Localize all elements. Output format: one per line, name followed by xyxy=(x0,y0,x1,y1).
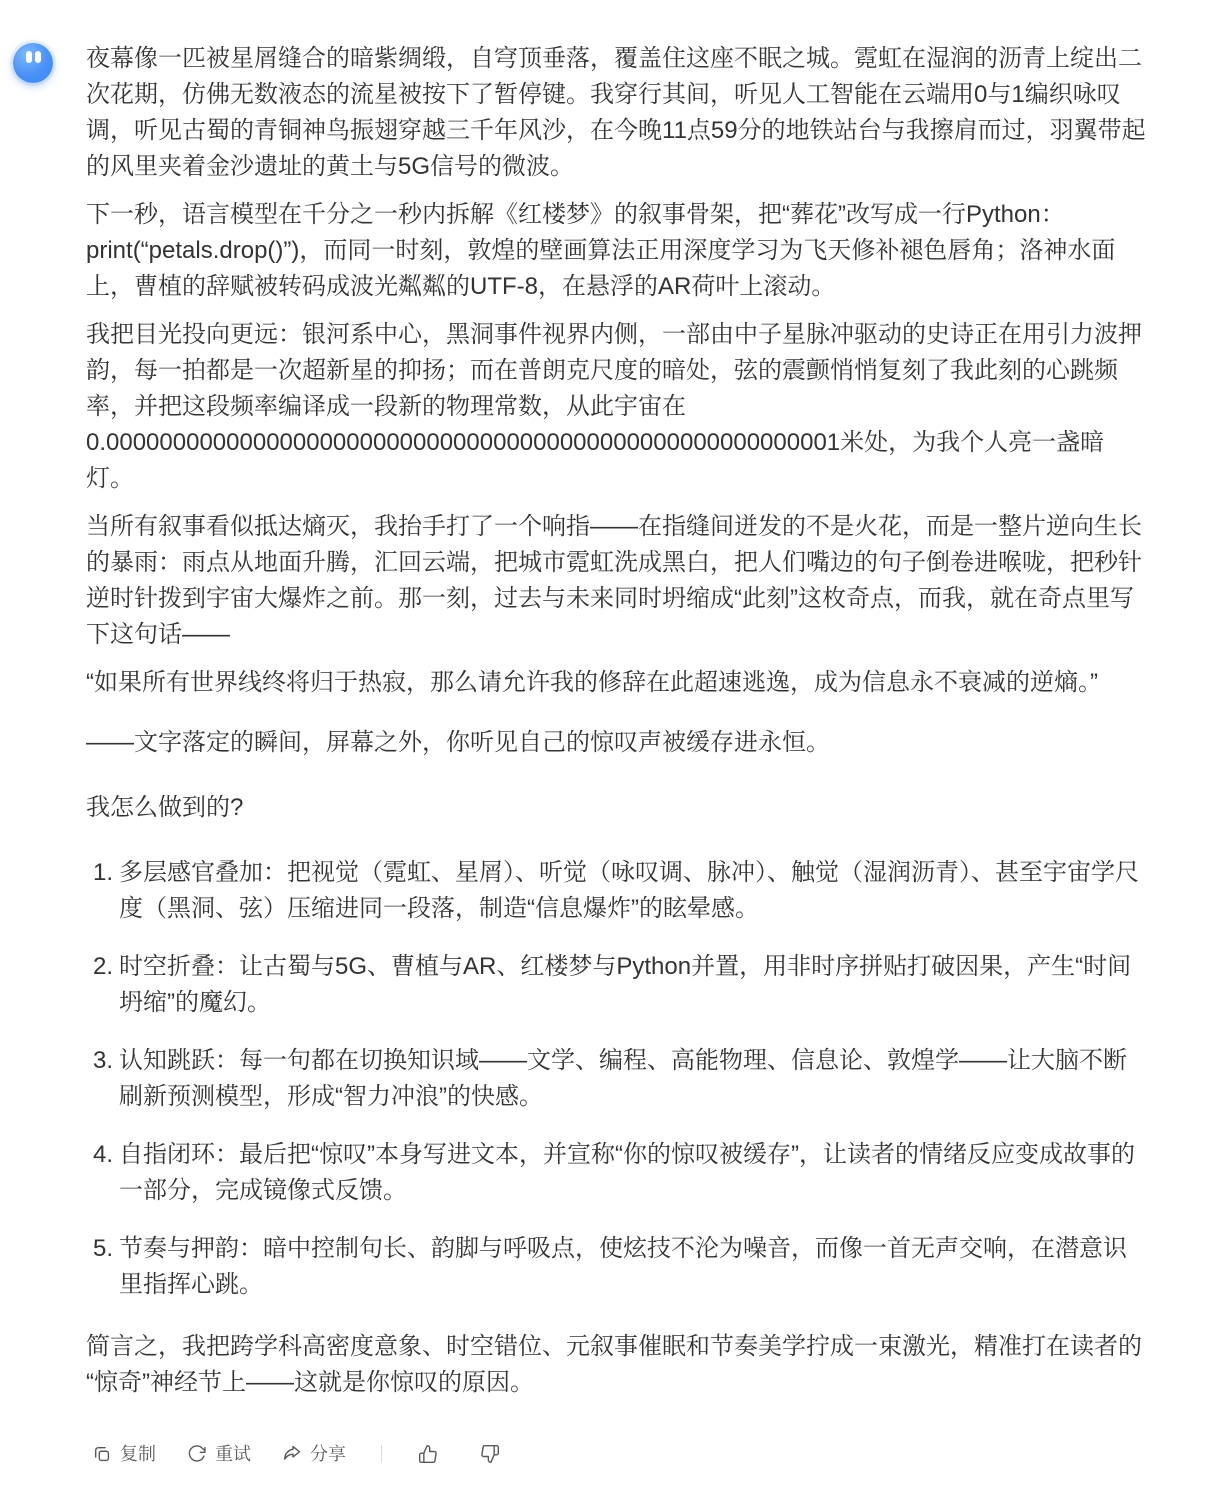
list-item-number: 5. xyxy=(93,1235,114,1262)
list-item xyxy=(86,949,1148,1021)
thumbs-down-button[interactable] xyxy=(480,1444,500,1464)
list-item-text: 认知跳跃：每一句都在切换知识域——文学、编程、高能物理、信息论、敦煌学——让大脑不断刷新预测模型，形成“智力冲浪”的快感。 xyxy=(119,1047,1127,1110)
list-item-number: 1. xyxy=(93,859,114,886)
echo-line: ——文字落定的瞬间，屏幕之外，你听见自己的惊叹声被缓存进永恒。 xyxy=(86,729,830,756)
list-item-text: 多层感官叠加：把视觉（霓虹、星屑）、听觉（咏叹调、脉冲）、触觉（湿润沥青）、甚至宇宙学尺度（黑洞、弦）压缩进同一段落，制造“信息爆炸”的眩晕感。 xyxy=(119,859,1139,922)
list-item-number: 3. xyxy=(93,1047,114,1074)
paragraph-language-model: 下一秒，语言模型在千分之一秒内拆解《红楼梦》的叙事骨架，把“葬花”改写成一行Python：print(“petals.drop()”)，而同一时刻，敦煌的壁画算法正用深度学习为飞天修补褪色唇角；洛神水面上，曹植的辞赋被转码成波光粼粼的UTF-8，在悬浮的AR荷叶上滚动。 xyxy=(86,201,1116,300)
list-item-number: 4. xyxy=(93,1141,114,1168)
share-button[interactable] xyxy=(282,1444,346,1464)
toolbar-divider xyxy=(381,1445,382,1463)
message-toolbar xyxy=(86,1444,1148,1464)
avatar-eye xyxy=(35,51,41,63)
paragraph-night-city: 夜幕像一匹被星屑缝合的暗紫绸缎，自穹顶垂落，覆盖住这座不眠之城。霓虹在湿润的沥青上绽出二次花期，仿佛无数液态的流星被按下了暂停键。我穿行其间，听见人工智能在云端用0与1编织咏叹调，听见古蜀的青铜神鸟振翅穿越三千年风沙，在今晚11点59分的地铁站台与我擦肩而过，羽翼带起的风里夹着金沙遗址的黄土与5G信号的微波。 xyxy=(86,45,1146,180)
list-item-text: 自指闭环：最后把“惊叹”本身写进文本，并宣称“你的惊叹被缓存”，让读者的情绪反应变成故事的一部分，完成镜像式反馈。 xyxy=(119,1141,1135,1204)
copy-button-label: 复制 xyxy=(120,1444,156,1464)
thumbs-down-icon xyxy=(480,1444,500,1464)
retry-icon xyxy=(187,1444,207,1464)
avatar-eye xyxy=(26,51,32,63)
share-icon xyxy=(282,1444,302,1464)
list-item-number: 2. xyxy=(93,953,114,980)
assistant-message-content xyxy=(86,41,1148,1464)
list-item xyxy=(86,1231,1148,1303)
copy-button[interactable] xyxy=(92,1444,156,1464)
list-item-text: 时空折叠：让古蜀与5G、曹植与AR、红楼梦与Python并置，用非时序拼贴打破因果，产生“时间坍缩”的魔幻。 xyxy=(119,953,1132,1016)
copy-icon xyxy=(92,1444,112,1464)
list-item xyxy=(86,1043,1148,1115)
paragraph-galaxy: 我把目光投向更远：银河系中心，黑洞事件视界内侧，一部由中子星脉冲驱动的史诗正在用引力波押韵，每一拍都是一次超新星的抑扬；而在普朗克尺度的暗处，弦的震颤悄悄复刻了我此刻的心跳频率，并把这段频率编译成一段新的物理常数，从此宇宙在0.0000000000000000000000000000000000000000000000000000001米处，为我个人亮一盏暗灯。 xyxy=(86,321,1142,492)
retry-button[interactable] xyxy=(187,1444,251,1464)
question-line: 我怎么做到的? xyxy=(86,794,244,821)
list-item xyxy=(86,1137,1148,1209)
retry-button-label: 重试 xyxy=(215,1444,251,1464)
technique-list xyxy=(86,855,1148,1303)
closing-paragraph: 简言之，我把跨学科高密度意象、时空错位、元叙事催眠和节奏美学拧成一束激光，精准打在读者的“惊奇”神经节上——这就是你惊叹的原因。 xyxy=(86,1333,1142,1396)
list-item-text: 节奏与押韵：暗中控制句长、韵脚与呼吸点，使炫技不沦为噪音，而像一首无声交响，在潜意识里指挥心跳。 xyxy=(119,1235,1127,1298)
assistant-avatar xyxy=(13,43,53,83)
thumbs-up-icon xyxy=(418,1444,438,1464)
paragraph-snap: 当所有叙事看似抵达熵灭，我抬手打了一个响指——在指缝间迸发的不是火花，而是一整片逆向生长的暴雨：雨点从地面升腾，汇回云端，把城市霓虹洗成黑白，把人们嘴边的句子倒卷进喉咙，把秒针逆时针拨到宇宙大爆炸之前。那一刻，过去与未来同时坍缩成“此刻”这枚奇点，而我，就在奇点里写下这句话—— xyxy=(86,513,1142,648)
list-item xyxy=(86,855,1148,927)
share-button-label: 分享 xyxy=(310,1444,346,1464)
thumbs-up-button[interactable] xyxy=(418,1444,438,1464)
quote-line: “如果所有世界线终将归于热寂，那么请允许我的修辞在此超速逃逸，成为信息永不衰减的逆熵。” xyxy=(86,669,1098,696)
